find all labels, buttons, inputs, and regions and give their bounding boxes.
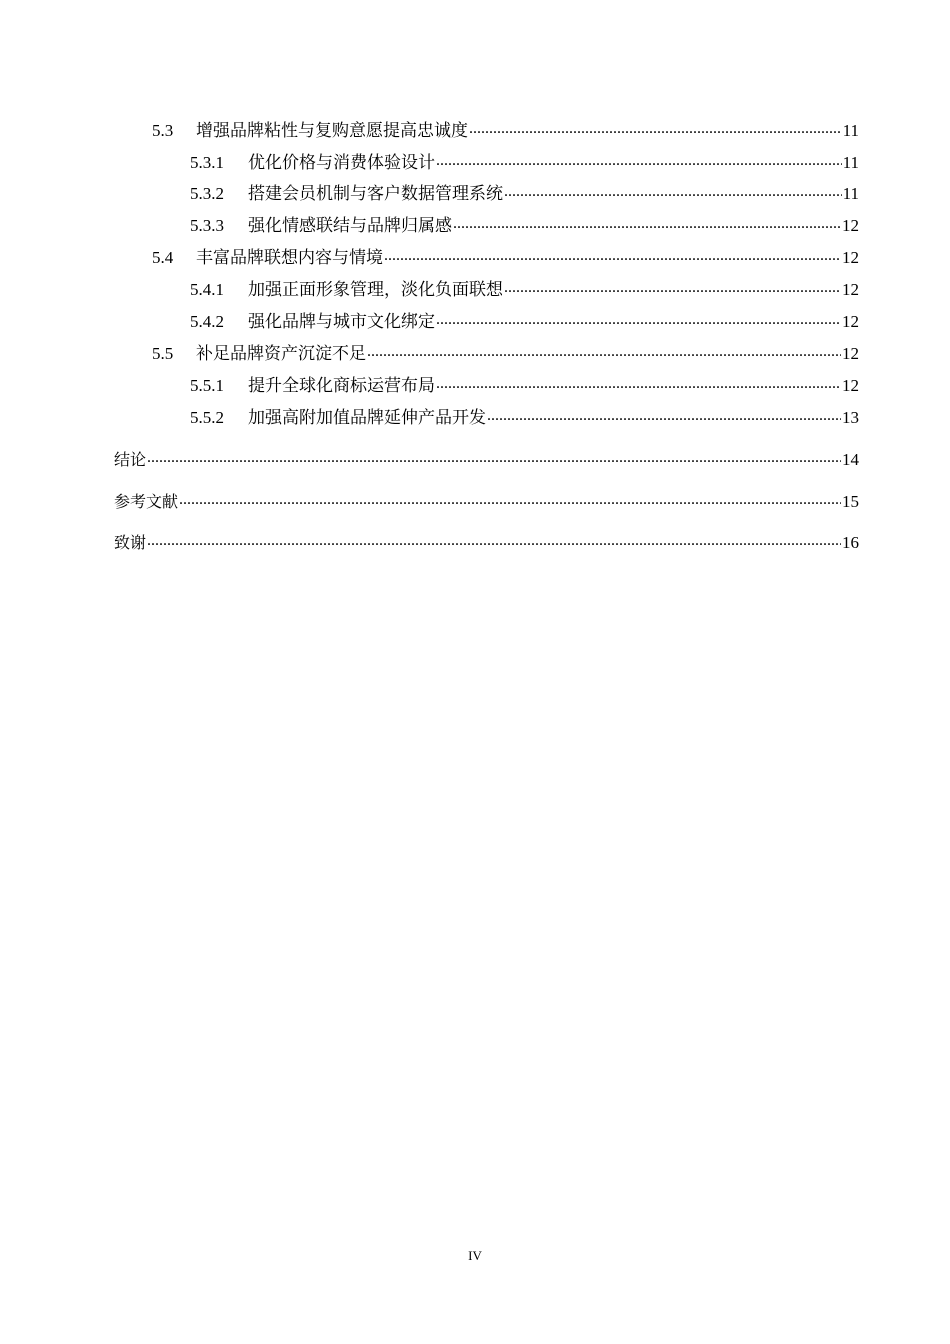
toc-entry-title: 提升全球化商标运营布局	[248, 376, 435, 395]
toc-leader-dots	[384, 249, 841, 263]
toc-entry-5-3-2[interactable]	[190, 183, 859, 205]
toc-leader-dots	[436, 154, 842, 168]
toc-leader-dots	[504, 281, 841, 295]
toc-entry-5-5-2[interactable]	[190, 407, 859, 429]
toc-entry-title: 强化情感联结与品牌归属感	[248, 216, 452, 235]
toc-entry-5-4-1[interactable]	[190, 279, 859, 301]
toc-entry-title: 结论	[114, 450, 147, 469]
toc-entry-page: 12	[842, 376, 859, 395]
toc-entry-page: 12	[842, 248, 859, 267]
toc-entry-5-4[interactable]	[152, 247, 859, 269]
toc-entry-number: 5.3	[152, 121, 174, 140]
toc-entry-number: 5.4	[152, 248, 174, 267]
toc-entry-5-4-2[interactable]	[190, 311, 859, 333]
toc-entry-page: 11	[842, 184, 859, 203]
toc-entry-number: 5.5.2	[190, 408, 224, 427]
toc-entry-page: 11	[842, 121, 859, 140]
toc-entry-5-3-1[interactable]	[190, 152, 859, 174]
toc-entry-5-5[interactable]	[152, 343, 859, 365]
toc-leader-dots	[487, 409, 841, 423]
toc-entry-title: 强化品牌与城市文化绑定	[248, 312, 435, 331]
toc-entry-number: 5.3.1	[190, 153, 224, 172]
toc-entry-page: 12	[842, 344, 859, 363]
toc-leader-dots	[147, 534, 841, 548]
toc-leader-dots	[367, 345, 841, 359]
toc-entry-title: 增强品牌粘性与复购意愿提高忠诚度	[196, 121, 468, 140]
toc-leader-dots	[504, 185, 842, 199]
toc-entry-number: 5.3.3	[190, 216, 224, 235]
toc-entry-references[interactable]	[114, 491, 859, 513]
toc-entry-5-3-3[interactable]	[190, 215, 859, 237]
toc-entry-page: 15	[842, 492, 859, 511]
toc-entry-5-3[interactable]	[152, 120, 859, 142]
toc-entry-title: 优化价格与消费体验设计	[248, 153, 435, 172]
toc-entry-title: 丰富品牌联想内容与情境	[196, 248, 383, 267]
toc-entry-page: 16	[842, 533, 859, 552]
toc-leader-dots	[436, 313, 841, 327]
toc-leader-dots	[436, 377, 841, 391]
toc-entry-title: 加强高附加值品牌延伸产品开发	[248, 408, 486, 427]
toc-entry-page: 12	[842, 312, 859, 331]
toc-entry-title: 加强正面形象管理，淡化负面联想	[248, 280, 503, 299]
toc-entry-title: 搭建会员机制与客户数据管理系统	[248, 184, 503, 203]
toc-entry-number: 5.4.1	[190, 280, 224, 299]
toc-entry-page: 12	[842, 216, 859, 235]
toc-entry-page: 13	[842, 408, 859, 427]
toc-leader-dots	[469, 122, 842, 136]
toc-entry-title: 致谢	[114, 533, 147, 552]
toc-entry-number: 5.3.2	[190, 184, 224, 203]
toc-entry-title: 参考文献	[114, 492, 179, 511]
toc-entry-page: 11	[842, 153, 859, 172]
toc-entry-number: 5.5	[152, 344, 174, 363]
toc-entry-number: 5.5.1	[190, 376, 224, 395]
toc-entry-number: 5.4.2	[190, 312, 224, 331]
toc-entry-acknowledgements[interactable]	[114, 532, 859, 554]
toc-leader-dots	[147, 451, 841, 465]
toc-leader-dots	[179, 493, 841, 507]
toc-entry-conclusion[interactable]	[114, 449, 859, 471]
toc-entry-page: 14	[842, 450, 859, 469]
toc-entry-5-5-1[interactable]	[190, 375, 859, 397]
toc-entry-page: 12	[842, 280, 859, 299]
toc-leader-dots	[453, 217, 841, 231]
page-footer-number: IV	[468, 1248, 482, 1263]
toc-entry-title: 补足品牌资产沉淀不足	[196, 344, 366, 363]
